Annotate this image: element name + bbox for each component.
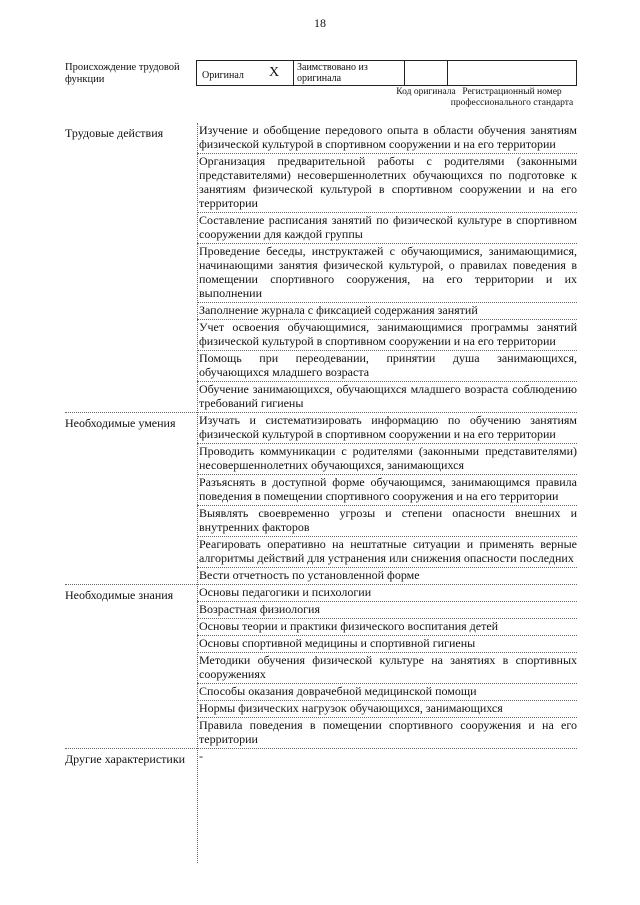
column-divider bbox=[197, 123, 198, 863]
list-item: Изучать и систематизировать информацию по обучению занятиям физической культурой в спортивном сооружении и на его территории bbox=[199, 413, 577, 441]
list-item: Возрастная физиология bbox=[197, 601, 577, 618]
list-item: Обучение занимающихся, обучающихся младшего возраста соблюдению требований гигиены bbox=[199, 382, 577, 410]
list-item: Методики обучения физической культуре на занятиях в спортивных сооружениях bbox=[199, 653, 577, 681]
empty-cell bbox=[404, 60, 448, 86]
section-2 bbox=[65, 412, 577, 584]
code-caption: Код оригинала bbox=[396, 87, 456, 97]
original-text: Оригинал bbox=[202, 70, 244, 81]
origin-table bbox=[65, 60, 577, 112]
list-item: Способы оказания доврачебной медицинской помощи bbox=[197, 683, 577, 700]
section-label: Трудовые действия bbox=[65, 126, 164, 140]
list-item: Проведение беседы, инструктажей с обучающимися, занимающимися, начинающими занятия физической культурой, о правилах поведения в помещении спортивного сооружения, на его территории и их выполнении bbox=[199, 244, 577, 300]
list-item: Правила поведения в помещении спортивного сооружения и на его территории bbox=[199, 718, 577, 746]
list-item: Помощь при переодевании, принятии душа занимающихся, обучающихся младшего возраста bbox=[199, 351, 577, 379]
section-label: Необходимые знания bbox=[65, 588, 174, 602]
section-items bbox=[197, 413, 577, 584]
list-item: Вести отчетность по установленной форме bbox=[197, 567, 577, 584]
list-item: Составление расписания занятий по физической культуре в спортивном сооружении для каждой группы bbox=[199, 213, 577, 241]
original-cell bbox=[196, 60, 294, 86]
list-item: Основы спортивной медицины и спортивной гигиены bbox=[197, 635, 577, 652]
list-item: - bbox=[199, 749, 203, 763]
list-item: Организация предварительной работы с родителями (законными представителями) несовершеннолетних обучающихся по подготовке к занятиям физической культурой в спортивном сооружении и на его территории bbox=[199, 154, 577, 210]
list-item: Разъяснять в доступной форме обучающимся, занимающимся правила поведения в помещении спортивного сооружения и на его территории bbox=[199, 475, 577, 503]
list-item: Основы педагогики и психологии bbox=[199, 585, 372, 599]
list-item: Основы теории и практики физического воспитания детей bbox=[197, 618, 577, 635]
section-label: Другие характеристики bbox=[65, 752, 186, 766]
section-3 bbox=[65, 584, 577, 748]
reg-caption: Регистрационный номер профессионального стандарта bbox=[450, 87, 574, 108]
functions-table bbox=[65, 123, 577, 766]
section-items bbox=[197, 123, 577, 412]
list-item: Изучение и обобщение передового опыта в области обучения занятиям физической культурой в спортивном сооружении и на его территории bbox=[199, 123, 577, 151]
section-1 bbox=[65, 123, 577, 412]
list-item: Учет освоения обучающимися, занимающимися программы занятий физической культурой в спортивном сооружении и на его территории bbox=[199, 320, 577, 348]
origin-label: Происхождение трудовой функции bbox=[65, 62, 180, 85]
section-items bbox=[197, 585, 577, 748]
reg-number-cell bbox=[447, 60, 577, 86]
list-item: Реагировать оперативно на нештатные ситуации и применять верные алгоритмы действий для устранения или снижения опасности последних bbox=[199, 537, 577, 565]
page-number: 18 bbox=[314, 16, 326, 30]
original-mark: X bbox=[269, 65, 280, 80]
section-4 bbox=[65, 748, 577, 766]
section-items bbox=[197, 749, 577, 766]
list-item: Проводить коммуникации с родителями (законными представителями) несовершеннолетних обучающихся, занимающихся bbox=[199, 444, 577, 472]
list-item: Нормы физических нагрузок обучающихся, занимающихся bbox=[197, 700, 577, 717]
list-item: Заполнение журнала с фиксацией содержания занятий bbox=[197, 302, 577, 319]
list-item: Выявлять своевременно угрозы и степени опасности внешних и внутренних факторов bbox=[199, 506, 577, 534]
borrowed-cell: Заимствовано из оригинала bbox=[293, 60, 405, 86]
section-label: Необходимые умения bbox=[65, 416, 176, 430]
